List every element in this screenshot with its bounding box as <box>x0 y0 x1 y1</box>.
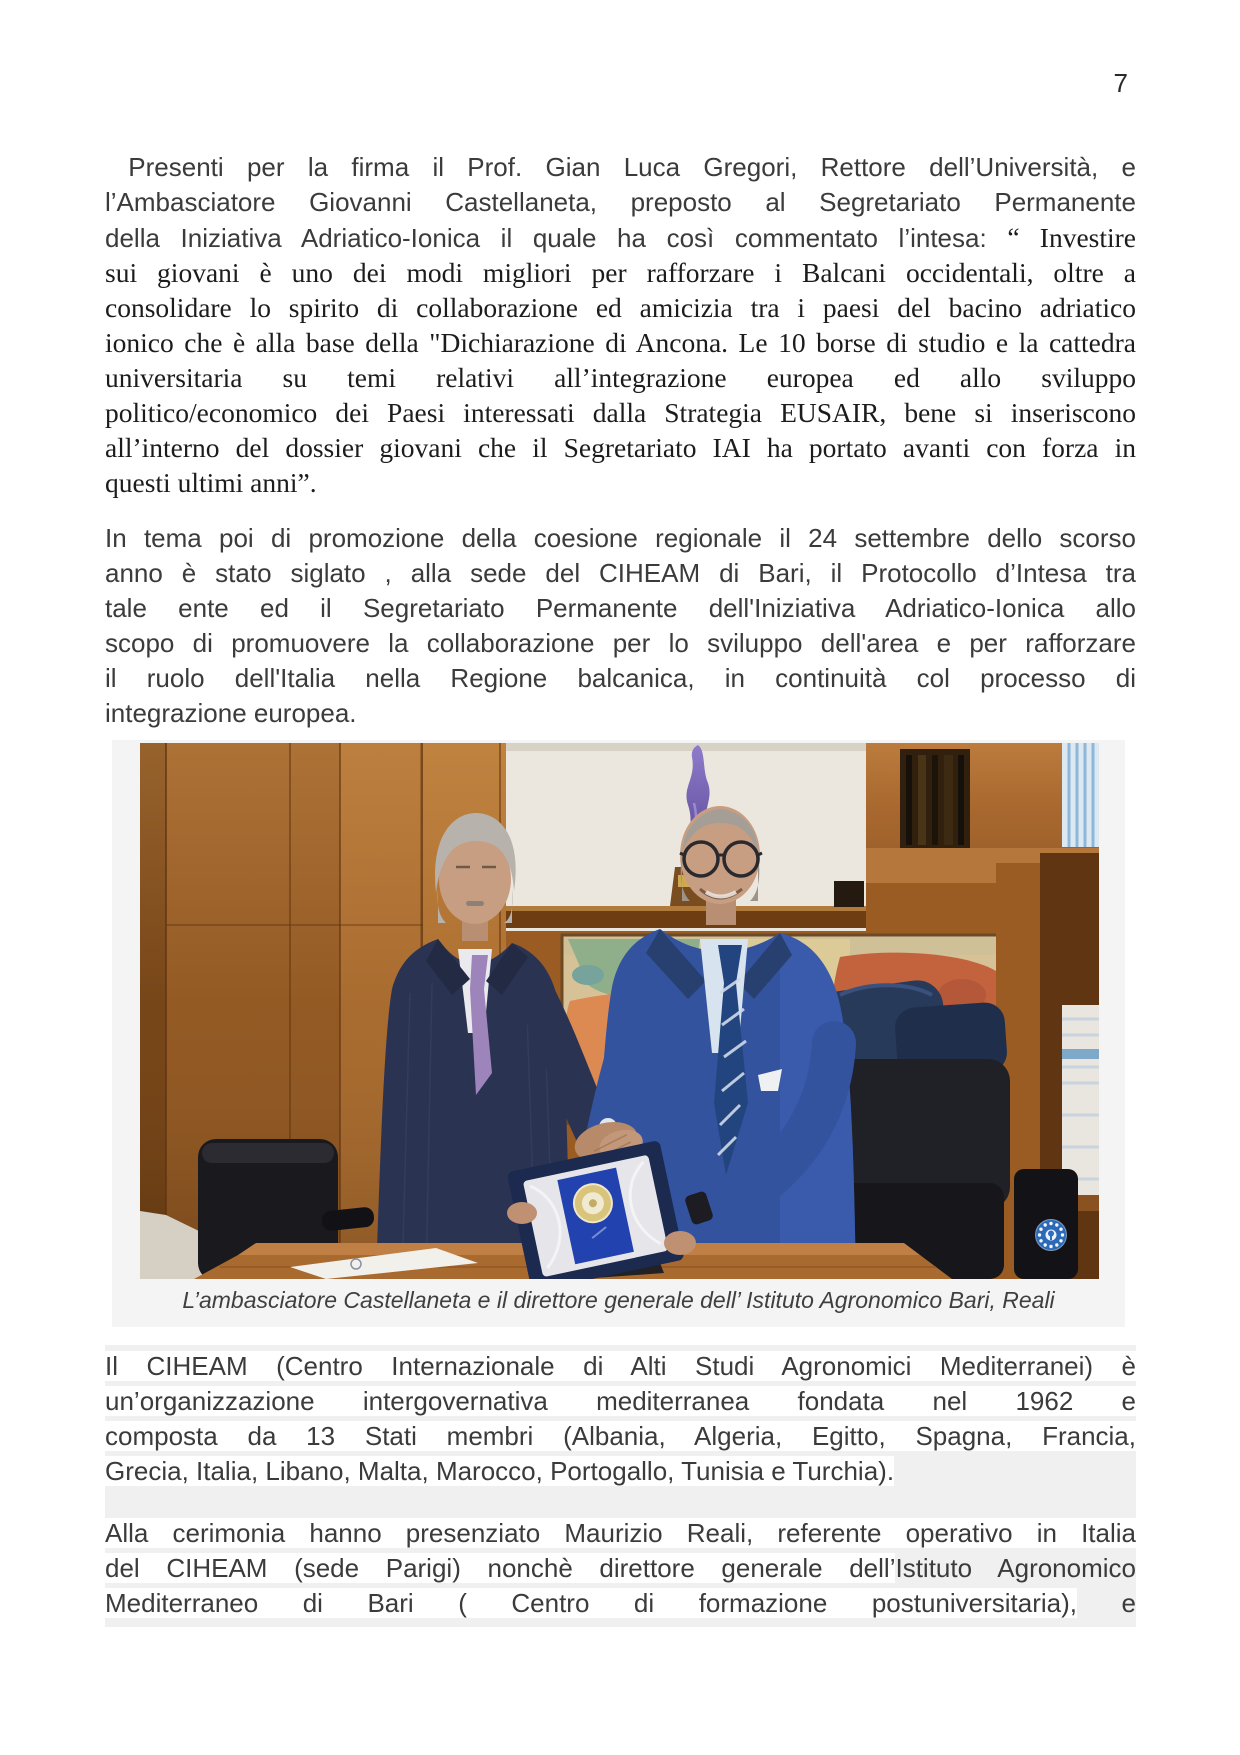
text-line: Mediterraneo di Bari ( Centro di formazione postuniversitaria), e <box>105 1588 1136 1618</box>
photo-illustration <box>140 743 1099 1279</box>
text-line: consolidare lo spirito di collaborazione ed amicizia tra i paesi del bacino adriatico <box>105 292 1136 323</box>
text-line: integrazione europea. <box>105 698 357 728</box>
text-line: Presenti per la firma il Prof. Gian Luca Gregori, Rettore dell’Università, e <box>105 152 1136 182</box>
text-line: l’Ambasciatore Giovanni Castellaneta, preposto al Segretariato Permanente <box>105 187 1136 217</box>
figure-block <box>112 740 1125 1327</box>
text-line: In tema poi di promozione della coesione regionale il 24 settembre dello scorso <box>105 523 1136 553</box>
left-man-hand <box>507 1202 537 1224</box>
photo-handshake <box>140 743 1099 1279</box>
text-line: questi ultimi anni”. <box>105 467 317 498</box>
text-line: il ruolo dell'Italia nella Regione balcanica, in continuità col processo di <box>105 663 1136 693</box>
highlighted-text-block <box>105 1345 1136 1627</box>
text-line: un’organizzazione intergovernativa mediterranea fondata nel 1962 e <box>105 1386 1136 1416</box>
text-line: composta da 13 Stati membri (Albania, Algeria, Egitto, Spagna, Francia, <box>105 1421 1136 1451</box>
text-line: all’interno del dossier giovani che il Segretariato IAI ha portato avanti con forza in <box>105 432 1136 463</box>
text-line: sui giovani è uno dei modi migliori per rafforzare i Balcani occidentali, oltre a <box>105 257 1136 288</box>
text-line: universitaria su temi relativi all’integrazione europea ed allo sviluppo <box>105 362 1136 393</box>
paragraph-signing <box>105 150 1136 500</box>
figure-caption: L’ambasciatore Castellaneta e il direttore generale dell’ Istituto Agronomico Bari, Reali <box>182 1287 1055 1313</box>
text-line: Grecia, Italia, Libano, Malta, Marocco, Portogallo, Tunisia e Turchia). <box>105 1456 895 1486</box>
text-line: ionico che è alla base della "Dichiarazione di Ancona. Le 10 borse di studio e la cattedra <box>105 327 1136 358</box>
paragraph-ciheam <box>105 1349 1136 1489</box>
text-line: scopo di promuovere la collaborazione per lo sviluppo dell'area e per rafforzare <box>105 628 1136 658</box>
text-line: tale ente ed il Segretariato Permanente dell'Iniziativa Adriatico-Ionica allo <box>105 593 1136 623</box>
text-line: politico/economico dei Paesi interessati dalla Strategia EUSAIR, bene si inseriscono <box>105 397 1136 428</box>
small-box <box>834 881 864 907</box>
paragraph-ceremony <box>105 1516 1136 1621</box>
paragraph-protocol <box>105 521 1136 731</box>
paragraph-gap <box>105 1489 1136 1516</box>
text-line: Il CIHEAM (Centro Internazionale di Alti Studi Agronomici Mediterranei) è <box>105 1351 1136 1381</box>
right-man-hand <box>664 1231 696 1255</box>
text-line: del CIHEAM (sede Parigi) nonchè direttore generale dell’Istituto Agronomico <box>105 1553 1136 1583</box>
page-number: 7 <box>1113 68 1128 98</box>
text-line: Alla cerimonia hanno presenziato Maurizio Reali, referente operativo in Italia <box>105 1518 1136 1548</box>
text-line: della Iniziativa Adriatico-Ionica il quale ha così commentato l’intesa: “ Investire <box>105 222 1136 253</box>
text-line: anno è stato siglato , alla sede del CIHEAM di Bari, il Protocollo d’Intesa tra <box>105 558 1136 588</box>
ciheam-logo-icon <box>1036 1220 1067 1251</box>
